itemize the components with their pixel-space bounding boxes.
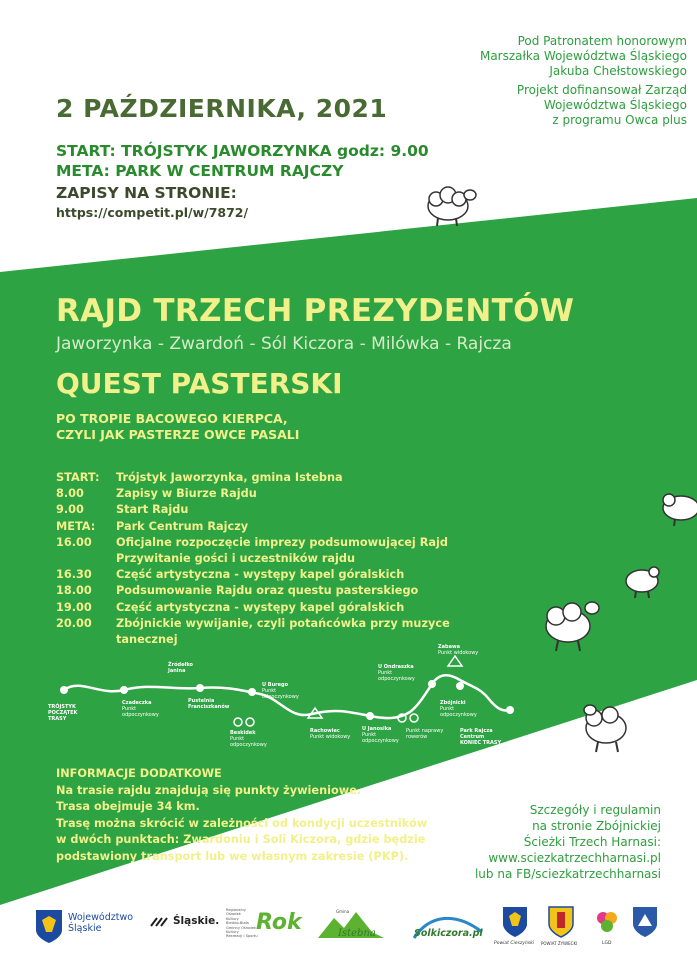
map-label: odpoczynkowy (122, 712, 159, 718)
sheep-icon (540, 596, 604, 654)
map-label: Zbójnicki (440, 700, 466, 706)
schedule-time: META: (56, 519, 96, 533)
sheep-icon (576, 700, 636, 756)
start-meta-block (56, 141, 429, 181)
logo-text: Kultury (226, 916, 239, 921)
map-label: Zabawa (438, 644, 460, 650)
route-names: Jaworzynka - Zwardoń - Sól Kiczora - Milówka - Rajcza (56, 334, 512, 354)
rajcza-crest-icon (632, 906, 658, 938)
map-label: Źródełko (168, 662, 193, 668)
logo-text: Województwo (68, 912, 134, 923)
subtitle-line: CZYLI JAK PASTERZE OWCE PASALI (56, 427, 300, 442)
logo-powiat-zywiecki: POWIAT ŻYWIECKI (541, 941, 578, 946)
svg-text:Park RajczaCentrumKONIEC TRASY (460, 728, 502, 746)
info-line: Trasę można skrócić w zależności od kondycji uczestników (56, 816, 428, 830)
schedule-time: 19.00 (56, 600, 92, 614)
map-label: Park Rajcza (460, 728, 493, 734)
details-line: na stronie Zbójnickiej (532, 819, 661, 833)
map-label: Beskidek (230, 730, 256, 736)
schedule-row (56, 486, 456, 502)
map-label: Rachowiec (310, 728, 340, 734)
logo-text: Bielsko-Biała (226, 921, 249, 926)
schedule-time: 16.00 (56, 535, 92, 549)
map-label: U Janosika (362, 726, 392, 732)
map-label: Centrum (460, 734, 485, 740)
svg-text:TRÓJSTYKPOCZĄTEKTRASY (48, 703, 79, 722)
route-stop-icon (60, 686, 68, 694)
zywiec-crest-icon (548, 906, 574, 938)
schedule-row (56, 519, 456, 535)
route-stop-icon (196, 684, 204, 692)
svg-text:PustelniaFranciszkanów (188, 698, 230, 710)
map-label: Czadeczka (122, 700, 152, 706)
silesia-eagle-icon (34, 908, 64, 944)
schedule-row (56, 583, 456, 599)
lgd-flower-icon (594, 908, 620, 938)
logo-slaskie: Śląskie. (173, 915, 220, 927)
schedule-desc: Zbójnickie wywijanie, czyli potańcówka przy muzyce (116, 616, 450, 630)
logo-text: Ośrodek (226, 912, 241, 917)
schedule-row (56, 567, 456, 583)
details-line: Szczegóły i regulamin (529, 803, 661, 817)
slaskie-mark-icon (150, 916, 170, 928)
schedule-row (56, 535, 456, 551)
map-label: Punkt widokowy (438, 650, 479, 656)
schedule-desc: Trójstyk Jaworzynka, gmina Istebna (116, 471, 343, 484)
start-line: START: TRÓJSTYK JAWORZYNKA godz: 9.00 (56, 142, 429, 160)
schedule-row (56, 616, 456, 632)
map-label: Pustelnia (188, 698, 215, 704)
route-stop-icon (248, 688, 256, 696)
schedule-time: 16.30 (56, 568, 92, 582)
map-label: KONIEC TRASY (460, 740, 502, 746)
map-label: Punkt (440, 706, 455, 712)
logo-powiat-cieszynski: Powiat Cieszyński (494, 941, 534, 946)
svg-text:BeskidekPunktodpoczynkowy (230, 730, 267, 748)
svg-text:ZbójnickiPunktodpoczynkowy (440, 699, 477, 718)
details-link[interactable]: www.sciezkatrzechharnasi.pl (488, 851, 661, 865)
map-label: POCZĄTEK (48, 710, 78, 716)
schedule-row (56, 502, 456, 518)
logo-lgd: LGD (602, 941, 612, 946)
svg-text:U BuregoPunktodpoczynkowy (262, 682, 299, 700)
patronage-line: z programu Owca plus (552, 113, 687, 127)
svg-text:U OndraszkaPunktodpoczynkowy (378, 664, 415, 682)
map-label: U Burego (262, 682, 289, 688)
patronage-line: Pod Patronatem honorowym (517, 34, 687, 48)
schedule-desc: Oficjalne rozpoczęcie imprezy podsumowującej Rajd (116, 535, 449, 549)
patronage-line: Projekt dofinansował Zarząd (516, 83, 687, 97)
map-label: Punkt (262, 688, 277, 694)
svg-text:RachowiecPunkt widokowy (310, 728, 350, 740)
schedule-row (56, 551, 456, 567)
schedule-desc: Podsumowanie Rajdu oraz questu pasterskiego (116, 584, 419, 598)
logo-gmina: Gmina (336, 909, 350, 914)
logo-rok: Rok (256, 910, 302, 935)
logo-solkiczora: Solkiczora.pl (414, 928, 483, 939)
meta-line: META: PARK W CENTRUM RAJCZY (56, 162, 344, 180)
route-stop-icon (428, 680, 436, 688)
schedule-row (56, 470, 456, 486)
svg-text:ZabawaPunkt widokowy (438, 644, 478, 656)
schedule-desc: Część artystyczna - występy kapel góralskich (116, 568, 405, 582)
istebna-mountains-icon (316, 906, 386, 946)
event-date: 2 PAŹDZIERNIKA, 2021 (56, 94, 388, 123)
details-block (421, 802, 661, 882)
route-stop-icon (456, 682, 464, 690)
sheep-icon (620, 562, 664, 600)
logo-text: Śląskie (68, 923, 102, 934)
schedule-desc: Część artystyczna - występy kapel góralskich (116, 600, 405, 614)
patronage-line: Jakuba Chełstowskiego (549, 64, 687, 78)
schedule-time: 20.00 (56, 616, 92, 630)
event-title: RAJD TRZECH PREZYDENTÓW (56, 293, 575, 329)
map-label: Franciszkanów (188, 704, 230, 710)
schedule-desc: tanecznej (116, 633, 178, 647)
route-stop-icon (366, 712, 374, 720)
map-label: odpoczynkowy (362, 738, 399, 744)
patronage-block (427, 34, 687, 128)
schedule-desc: Start Rajdu (116, 503, 189, 517)
schedule-time (56, 551, 116, 567)
map-label: rowerów (406, 734, 428, 740)
map-label: TRÓJSTYK (48, 704, 76, 710)
svg-text:Punkt naprawyrowerów (406, 728, 443, 740)
map-label: odpoczynkowy (440, 712, 477, 718)
svg-text:CzadeczkaPunktodpoczynkowy (122, 700, 159, 718)
schedule-time: 18.00 (56, 584, 92, 598)
details-line: Ścieżki Trzech Harnasi: (523, 835, 661, 849)
quest-title: QUEST PASTERSKI (56, 367, 343, 400)
map-label: Punkt (230, 736, 245, 742)
route-stop-icon (506, 706, 514, 714)
info-line: w dwóch punktach: Zwardoniu i Soli Kiczora, gdzie będzie (56, 833, 426, 846)
sponsor-logos (0, 898, 697, 958)
route-map (40, 638, 520, 758)
schedule-desc: Park Centrum Rajczy (116, 519, 249, 533)
info-line: Trasa obejmuje 34 km. (56, 800, 200, 813)
sheep-icon (422, 182, 482, 228)
quest-subtitle (56, 411, 299, 443)
sheep-icon (657, 488, 697, 528)
cieszyn-crest-icon (502, 906, 528, 938)
logo-text: Regionalny (226, 908, 246, 912)
logo-wojewodztwo (68, 912, 133, 934)
registration-url[interactable]: https://competit.pl/w/7872/ (56, 205, 249, 220)
additional-info (56, 766, 427, 865)
schedule-desc: Zapisy w Biurze Rajdu (116, 487, 257, 501)
mountain-icon (448, 656, 462, 666)
map-label: Janina (168, 668, 186, 674)
schedule-time: 9.00 (56, 503, 84, 517)
details-link[interactable]: lub na FB/sciezkatrzechharnasi (474, 867, 661, 881)
logo-istebna: Istebna (338, 928, 376, 939)
subtitle-line: PO TROPIE BACOWEGO KIERPCA, (56, 411, 288, 426)
svg-text:U JanosikaPunktodpoczynkowy (362, 726, 399, 744)
map-label: odpoczynkowy (262, 694, 299, 700)
schedule-row (56, 600, 456, 616)
schedule-time: 8.00 (56, 487, 84, 501)
logo-text: Gminny Ośrodek Kultury (226, 925, 256, 935)
info-line: podstawiony transport lub we własnym zakresie (PKP). (56, 849, 409, 863)
map-label: odpoczynkowy (378, 676, 415, 682)
info-heading: INFORMACJE DODATKOWE (56, 767, 222, 780)
map-label: Punkt (122, 706, 137, 712)
map-label: U Ondraszka (378, 664, 414, 670)
logo-text: Rekreacji i Sportu (226, 934, 258, 939)
map-label: Punkt (378, 670, 393, 676)
bike-icon (234, 718, 254, 726)
registration-label: ZAPISY NA STRONIE: (56, 184, 237, 202)
schedule-time: START: (56, 471, 100, 484)
schedule-desc: Przywitanie gości i uczestników rajdu (116, 552, 356, 566)
map-label: TRASY (48, 716, 67, 722)
map-label: odpoczynkowy (230, 742, 267, 748)
patronage-line: Marszałka Województwa Śląskiego (479, 49, 687, 63)
patronage-line: Województwa Śląskiego (543, 98, 687, 112)
map-label: Punkt (362, 732, 377, 738)
route-stop-icon (120, 686, 128, 694)
info-line: Na trasie rajdu znajdują się punkty żywieniowe. (56, 783, 362, 797)
map-label: Punkt naprawy (406, 728, 444, 734)
schedule (56, 470, 456, 648)
map-label: Punkt widokowy (310, 734, 351, 740)
svg-text:ŹródełkoJanina (167, 660, 194, 674)
